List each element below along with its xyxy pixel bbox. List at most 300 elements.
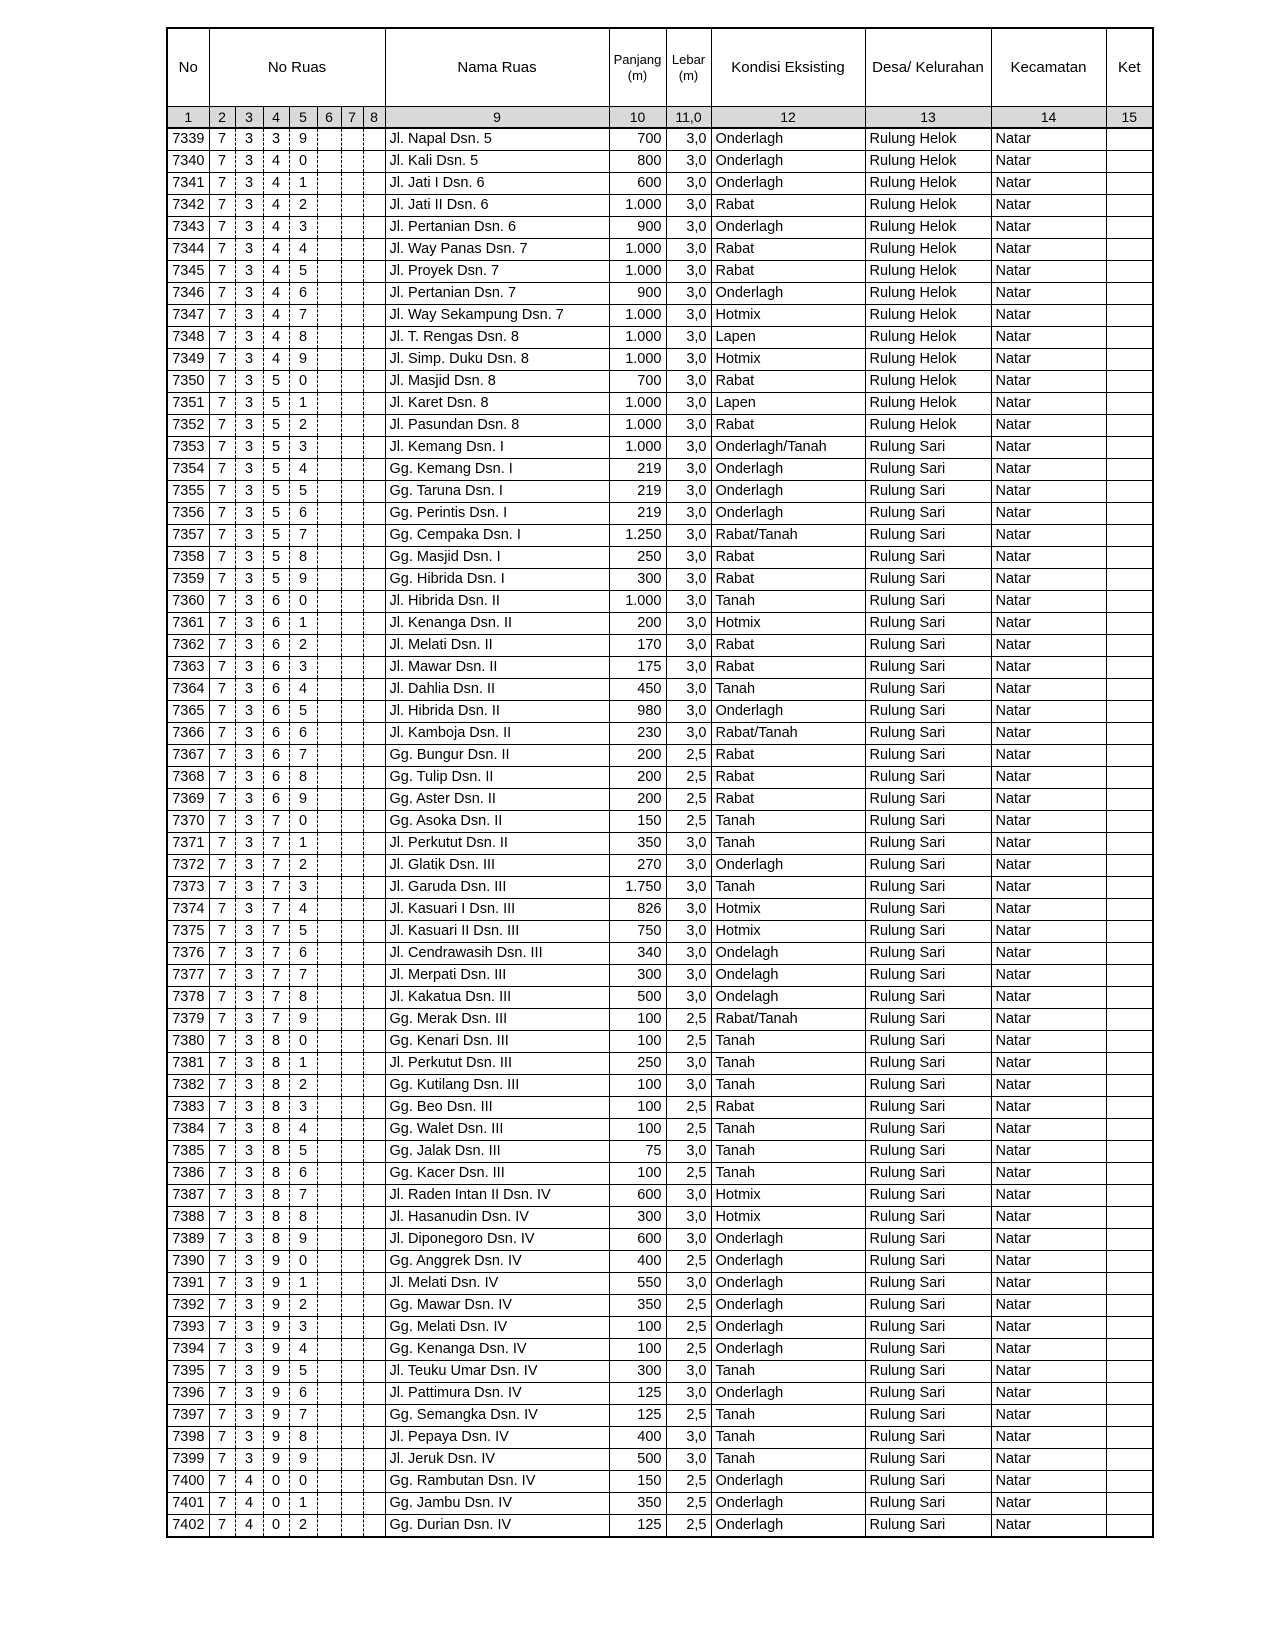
cell-ruas-digit: 3 [235, 855, 263, 877]
cell-nama-ruas: Jl. Garuda Dsn. III [385, 877, 609, 899]
cell-lebar: 3,0 [666, 195, 711, 217]
cell-ruas-digit: 4 [235, 1515, 263, 1538]
cell-ruas-digit [341, 393, 363, 415]
cell-ruas-digit [341, 855, 363, 877]
cell-ruas-digit: 3 [235, 679, 263, 701]
cell-ruas-digit [363, 613, 385, 635]
column-number: 11,0 [666, 107, 711, 129]
cell-panjang: 400 [609, 1427, 666, 1449]
cell-ruas-digit [341, 305, 363, 327]
cell-ruas-digit [341, 151, 363, 173]
cell-nama-ruas: Jl. Pasundan Dsn. 8 [385, 415, 609, 437]
header-kondisi-eksisting: Kondisi Eksisting [711, 28, 865, 107]
table-row [167, 701, 1153, 723]
cell-ket [1106, 481, 1153, 503]
cell-panjang: 200 [609, 789, 666, 811]
cell-no: 7352 [167, 415, 209, 437]
cell-ruas-digit: 7 [209, 1163, 235, 1185]
cell-ruas-digit [317, 657, 341, 679]
cell-nama-ruas: Gg. Semangka Dsn. IV [385, 1405, 609, 1427]
column-number-row [167, 107, 1153, 129]
cell-ket [1106, 591, 1153, 613]
cell-nama-ruas: Jl. Way Panas Dsn. 7 [385, 239, 609, 261]
cell-ruas-digit: 4 [263, 217, 289, 239]
cell-lebar: 3,0 [666, 173, 711, 195]
cell-kondisi: Hotmix [711, 305, 865, 327]
cell-ruas-digit [341, 1317, 363, 1339]
cell-ruas-digit [317, 1295, 341, 1317]
cell-ruas-digit: 3 [235, 415, 263, 437]
cell-no: 7392 [167, 1295, 209, 1317]
cell-desa: Rulung Sari [865, 1405, 991, 1427]
cell-ruas-digit: 4 [263, 173, 289, 195]
cell-nama-ruas: Jl. Masjid Dsn. 8 [385, 371, 609, 393]
cell-ruas-digit: 3 [235, 657, 263, 679]
cell-kecamatan: Natar [991, 1317, 1106, 1339]
cell-no: 7364 [167, 679, 209, 701]
cell-ruas-digit [363, 503, 385, 525]
cell-no: 7339 [167, 128, 209, 151]
cell-ruas-digit [341, 349, 363, 371]
cell-desa: Rulung Helok [865, 151, 991, 173]
cell-lebar: 3,0 [666, 305, 711, 327]
cell-ruas-digit: 9 [289, 1449, 317, 1471]
cell-ruas-digit: 4 [263, 261, 289, 283]
cell-ket [1106, 547, 1153, 569]
cell-ket [1106, 1515, 1153, 1538]
cell-kecamatan: Natar [991, 987, 1106, 1009]
cell-ruas-digit: 4 [289, 1339, 317, 1361]
cell-ruas-digit: 9 [263, 1427, 289, 1449]
cell-ruas-digit: 3 [235, 1383, 263, 1405]
cell-kondisi: Tanah [711, 1163, 865, 1185]
cell-desa: Rulung Sari [865, 657, 991, 679]
cell-nama-ruas: Gg. Aster Dsn. II [385, 789, 609, 811]
cell-ruas-digit: 0 [263, 1471, 289, 1493]
cell-lebar: 3,0 [666, 239, 711, 261]
cell-ket [1106, 128, 1153, 151]
cell-ruas-digit: 5 [263, 481, 289, 503]
cell-ruas-digit [317, 1119, 341, 1141]
cell-ruas-digit [341, 1361, 363, 1383]
cell-kondisi: Tanah [711, 877, 865, 899]
cell-panjang: 100 [609, 1163, 666, 1185]
cell-ruas-digit: 7 [209, 371, 235, 393]
cell-nama-ruas: Gg. Kenanga Dsn. IV [385, 1339, 609, 1361]
cell-panjang: 500 [609, 1449, 666, 1471]
cell-kondisi: Ondelagh [711, 965, 865, 987]
cell-kecamatan: Natar [991, 855, 1106, 877]
cell-ruas-digit: 3 [235, 899, 263, 921]
cell-kecamatan: Natar [991, 1515, 1106, 1538]
cell-ruas-digit: 7 [209, 855, 235, 877]
cell-lebar: 2,5 [666, 1097, 711, 1119]
cell-panjang: 1.000 [609, 349, 666, 371]
cell-panjang: 700 [609, 371, 666, 393]
cell-lebar: 3,0 [666, 921, 711, 943]
cell-ruas-digit [363, 1185, 385, 1207]
cell-ruas-digit [317, 767, 341, 789]
cell-kondisi: Rabat/Tanah [711, 723, 865, 745]
cell-no: 7346 [167, 283, 209, 305]
cell-ruas-digit [317, 128, 341, 151]
cell-kecamatan: Natar [991, 503, 1106, 525]
cell-ruas-digit: 7 [209, 239, 235, 261]
cell-kondisi: Onderlagh [711, 1251, 865, 1273]
cell-lebar: 2,5 [666, 767, 711, 789]
cell-kecamatan: Natar [991, 1295, 1106, 1317]
cell-lebar: 2,5 [666, 1031, 711, 1053]
cell-ruas-digit: 3 [235, 635, 263, 657]
cell-ruas-digit [363, 569, 385, 591]
cell-nama-ruas: Gg. Melati Dsn. IV [385, 1317, 609, 1339]
cell-ruas-digit [363, 1339, 385, 1361]
cell-desa: Rulung Sari [865, 1317, 991, 1339]
table-row [167, 1053, 1153, 1075]
cell-no: 7373 [167, 877, 209, 899]
table-row [167, 481, 1153, 503]
cell-panjang: 100 [609, 1097, 666, 1119]
cell-ruas-digit: 3 [235, 349, 263, 371]
cell-ruas-digit [363, 283, 385, 305]
cell-ruas-digit [363, 1229, 385, 1251]
cell-ruas-digit: 7 [263, 811, 289, 833]
cell-ruas-digit [317, 745, 341, 767]
table-row [167, 1471, 1153, 1493]
cell-lebar: 3,0 [666, 1273, 711, 1295]
cell-ruas-digit: 4 [263, 327, 289, 349]
cell-ruas-digit: 9 [263, 1273, 289, 1295]
cell-desa: Rulung Sari [865, 965, 991, 987]
cell-ruas-digit [363, 789, 385, 811]
cell-ruas-digit: 2 [289, 1295, 317, 1317]
cell-ruas-digit: 7 [209, 1053, 235, 1075]
cell-ruas-digit: 2 [289, 635, 317, 657]
cell-desa: Rulung Sari [865, 1207, 991, 1229]
cell-nama-ruas: Jl. Teuku Umar Dsn. IV [385, 1361, 609, 1383]
cell-ruas-digit [317, 1031, 341, 1053]
cell-no: 7345 [167, 261, 209, 283]
cell-ruas-digit [363, 1163, 385, 1185]
cell-ruas-digit [363, 349, 385, 371]
cell-ruas-digit [341, 1229, 363, 1251]
cell-kondisi: Rabat [711, 657, 865, 679]
cell-ruas-digit: 6 [289, 1383, 317, 1405]
cell-ruas-digit [341, 261, 363, 283]
cell-no: 7374 [167, 899, 209, 921]
cell-ket [1106, 1493, 1153, 1515]
cell-ruas-digit [341, 1119, 363, 1141]
cell-kecamatan: Natar [991, 1339, 1106, 1361]
cell-lebar: 3,0 [666, 1361, 711, 1383]
cell-nama-ruas: Jl. Hibrida Dsn. II [385, 591, 609, 613]
cell-desa: Rulung Helok [865, 261, 991, 283]
cell-desa: Rulung Sari [865, 811, 991, 833]
cell-desa: Rulung Sari [865, 833, 991, 855]
cell-nama-ruas: Jl. T. Rengas Dsn. 8 [385, 327, 609, 349]
cell-ruas-digit: 0 [289, 811, 317, 833]
cell-kecamatan: Natar [991, 613, 1106, 635]
cell-no: 7360 [167, 591, 209, 613]
cell-ruas-digit: 7 [209, 965, 235, 987]
cell-ruas-digit: 3 [235, 217, 263, 239]
cell-lebar: 2,5 [666, 1119, 711, 1141]
cell-kecamatan: Natar [991, 173, 1106, 195]
cell-lebar: 3,0 [666, 833, 711, 855]
cell-ket [1106, 327, 1153, 349]
cell-ruas-digit [317, 371, 341, 393]
cell-nama-ruas: Jl. Melati Dsn. II [385, 635, 609, 657]
cell-ket [1106, 459, 1153, 481]
cell-ruas-digit [341, 965, 363, 987]
cell-ruas-digit [341, 899, 363, 921]
cell-no: 7397 [167, 1405, 209, 1427]
cell-ruas-digit: 9 [289, 128, 317, 151]
cell-panjang: 1.000 [609, 591, 666, 613]
cell-ruas-digit [317, 415, 341, 437]
cell-ket [1106, 1427, 1153, 1449]
cell-nama-ruas: Jl. Kakatua Dsn. III [385, 987, 609, 1009]
cell-ket [1106, 1449, 1153, 1471]
table-row [167, 789, 1153, 811]
cell-ruas-digit [363, 1273, 385, 1295]
cell-desa: Rulung Sari [865, 877, 991, 899]
cell-ruas-digit: 3 [235, 1009, 263, 1031]
cell-kecamatan: Natar [991, 1207, 1106, 1229]
cell-ruas-digit: 4 [263, 305, 289, 327]
cell-ruas-digit: 7 [289, 1185, 317, 1207]
cell-ruas-digit: 7 [209, 1427, 235, 1449]
cell-ruas-digit [363, 1031, 385, 1053]
cell-panjang: 1.000 [609, 305, 666, 327]
cell-ruas-digit: 7 [209, 833, 235, 855]
cell-nama-ruas: Gg. Kemang Dsn. I [385, 459, 609, 481]
cell-no: 7347 [167, 305, 209, 327]
cell-kondisi: Rabat [711, 415, 865, 437]
cell-kecamatan: Natar [991, 1009, 1106, 1031]
cell-ruas-digit: 1 [289, 833, 317, 855]
cell-ruas-digit [317, 1141, 341, 1163]
cell-ruas-digit [363, 1141, 385, 1163]
cell-kecamatan: Natar [991, 437, 1106, 459]
cell-desa: Rulung Helok [865, 283, 991, 305]
cell-ket [1106, 569, 1153, 591]
cell-ruas-digit [341, 877, 363, 899]
cell-ruas-digit: 3 [235, 481, 263, 503]
cell-lebar: 3,0 [666, 899, 711, 921]
cell-ruas-digit [317, 1427, 341, 1449]
cell-ruas-digit: 3 [235, 965, 263, 987]
cell-kecamatan: Natar [991, 459, 1106, 481]
cell-ruas-digit [363, 767, 385, 789]
cell-lebar: 2,5 [666, 1009, 711, 1031]
cell-nama-ruas: Jl. Kasuari II Dsn. III [385, 921, 609, 943]
cell-panjang: 826 [609, 899, 666, 921]
cell-ruas-digit: 7 [209, 1361, 235, 1383]
cell-kecamatan: Natar [991, 1097, 1106, 1119]
cell-nama-ruas: Jl. Diponegoro Dsn. IV [385, 1229, 609, 1251]
cell-ruas-digit: 3 [235, 723, 263, 745]
cell-ruas-digit [341, 591, 363, 613]
cell-ruas-digit [341, 1053, 363, 1075]
cell-ruas-digit: 7 [209, 987, 235, 1009]
cell-ruas-digit [317, 965, 341, 987]
cell-ruas-digit: 0 [263, 1493, 289, 1515]
cell-kecamatan: Natar [991, 679, 1106, 701]
cell-ruas-digit [341, 723, 363, 745]
cell-no: 7384 [167, 1119, 209, 1141]
cell-ruas-digit: 5 [289, 261, 317, 283]
cell-ruas-digit: 2 [289, 415, 317, 437]
cell-ruas-digit: 7 [209, 1273, 235, 1295]
table-row [167, 547, 1153, 569]
cell-lebar: 3,0 [666, 481, 711, 503]
cell-no: 7401 [167, 1493, 209, 1515]
cell-ruas-digit: 7 [209, 349, 235, 371]
cell-ruas-digit: 6 [263, 701, 289, 723]
cell-nama-ruas: Jl. Perkutut Dsn. II [385, 833, 609, 855]
cell-ket [1106, 217, 1153, 239]
cell-desa: Rulung Sari [865, 1229, 991, 1251]
cell-ruas-digit [363, 1493, 385, 1515]
cell-ruas-digit: 3 [235, 1185, 263, 1207]
cell-desa: Rulung Helok [865, 195, 991, 217]
cell-lebar: 3,0 [666, 569, 711, 591]
cell-kecamatan: Natar [991, 1493, 1106, 1515]
cell-ruas-digit [363, 921, 385, 943]
cell-kecamatan: Natar [991, 1383, 1106, 1405]
cell-panjang: 300 [609, 965, 666, 987]
cell-ket [1106, 1075, 1153, 1097]
cell-ruas-digit: 5 [263, 393, 289, 415]
table-row [167, 811, 1153, 833]
cell-nama-ruas: Gg. Asoka Dsn. II [385, 811, 609, 833]
cell-kecamatan: Natar [991, 1449, 1106, 1471]
cell-ruas-digit [317, 943, 341, 965]
cell-ruas-digit [317, 833, 341, 855]
cell-kecamatan: Natar [991, 1163, 1106, 1185]
cell-kondisi: Tanah [711, 1119, 865, 1141]
cell-ket [1106, 1471, 1153, 1493]
cell-ruas-digit [317, 349, 341, 371]
cell-ruas-digit [317, 723, 341, 745]
cell-ruas-digit: 3 [235, 371, 263, 393]
cell-desa: Rulung Sari [865, 1471, 991, 1493]
cell-nama-ruas: Gg. Jalak Dsn. III [385, 1141, 609, 1163]
cell-ruas-digit [363, 525, 385, 547]
cell-panjang: 100 [609, 1031, 666, 1053]
cell-ruas-digit: 7 [289, 525, 317, 547]
cell-no: 7377 [167, 965, 209, 987]
cell-ket [1106, 393, 1153, 415]
cell-desa: Rulung Sari [865, 899, 991, 921]
cell-desa: Rulung Sari [865, 767, 991, 789]
table-row [167, 1427, 1153, 1449]
table-row [167, 1361, 1153, 1383]
cell-lebar: 3,0 [666, 503, 711, 525]
cell-desa: Rulung Sari [865, 1383, 991, 1405]
cell-ruas-digit: 7 [209, 415, 235, 437]
cell-no: 7368 [167, 767, 209, 789]
cell-kecamatan: Natar [991, 239, 1106, 261]
cell-ruas-digit: 4 [263, 239, 289, 261]
cell-ruas-digit [317, 393, 341, 415]
cell-kondisi: Tanah [711, 679, 865, 701]
cell-ruas-digit: 6 [263, 745, 289, 767]
cell-nama-ruas: Jl. Jati I Dsn. 6 [385, 173, 609, 195]
cell-ruas-digit: 9 [289, 349, 317, 371]
cell-ruas-digit: 9 [263, 1383, 289, 1405]
cell-ruas-digit [341, 833, 363, 855]
cell-ruas-digit: 7 [289, 1405, 317, 1427]
cell-ruas-digit: 5 [289, 701, 317, 723]
cell-desa: Rulung Sari [865, 481, 991, 503]
cell-ruas-digit [363, 943, 385, 965]
cell-ruas-digit: 3 [235, 1295, 263, 1317]
cell-nama-ruas: Gg. Durian Dsn. IV [385, 1515, 609, 1538]
cell-panjang: 100 [609, 1317, 666, 1339]
cell-kondisi: Tanah [711, 591, 865, 613]
cell-ket [1106, 283, 1153, 305]
cell-ruas-digit: 7 [209, 921, 235, 943]
cell-kecamatan: Natar [991, 1361, 1106, 1383]
cell-desa: Rulung Sari [865, 635, 991, 657]
cell-desa: Rulung Sari [865, 987, 991, 1009]
cell-desa: Rulung Sari [865, 591, 991, 613]
cell-ket [1106, 1251, 1153, 1273]
cell-desa: Rulung Sari [865, 723, 991, 745]
cell-ruas-digit: 7 [209, 1471, 235, 1493]
cell-ruas-digit: 3 [235, 305, 263, 327]
cell-kecamatan: Natar [991, 591, 1106, 613]
cell-ruas-digit [317, 635, 341, 657]
cell-kecamatan: Natar [991, 1185, 1106, 1207]
cell-ruas-digit [317, 811, 341, 833]
cell-no: 7341 [167, 173, 209, 195]
cell-ruas-digit: 5 [263, 503, 289, 525]
cell-ruas-digit: 8 [263, 1163, 289, 1185]
cell-ruas-digit [341, 1031, 363, 1053]
cell-ruas-digit: 6 [263, 723, 289, 745]
cell-ruas-digit [363, 371, 385, 393]
cell-ruas-digit: 3 [235, 151, 263, 173]
cell-ruas-digit: 3 [235, 1075, 263, 1097]
cell-ruas-digit [341, 943, 363, 965]
table-row [167, 393, 1153, 415]
cell-lebar: 3,0 [666, 591, 711, 613]
cell-ruas-digit: 6 [263, 591, 289, 613]
cell-desa: Rulung Sari [865, 1163, 991, 1185]
cell-no: 7385 [167, 1141, 209, 1163]
cell-kondisi: Rabat [711, 789, 865, 811]
cell-lebar: 3,0 [666, 1075, 711, 1097]
cell-lebar: 3,0 [666, 371, 711, 393]
cell-panjang: 170 [609, 635, 666, 657]
cell-ruas-digit: 9 [263, 1339, 289, 1361]
cell-nama-ruas: Jl. Napal Dsn. 5 [385, 128, 609, 151]
cell-ruas-digit: 8 [289, 1427, 317, 1449]
cell-ruas-digit: 7 [209, 481, 235, 503]
cell-ruas-digit: 5 [263, 525, 289, 547]
cell-lebar: 3,0 [666, 217, 711, 239]
cell-ruas-digit [317, 1229, 341, 1251]
cell-lebar: 3,0 [666, 987, 711, 1009]
cell-nama-ruas: Gg. Bungur Dsn. II [385, 745, 609, 767]
cell-no: 7353 [167, 437, 209, 459]
cell-ruas-digit [317, 1493, 341, 1515]
cell-nama-ruas: Jl. Pertanian Dsn. 7 [385, 283, 609, 305]
cell-kecamatan: Natar [991, 481, 1106, 503]
